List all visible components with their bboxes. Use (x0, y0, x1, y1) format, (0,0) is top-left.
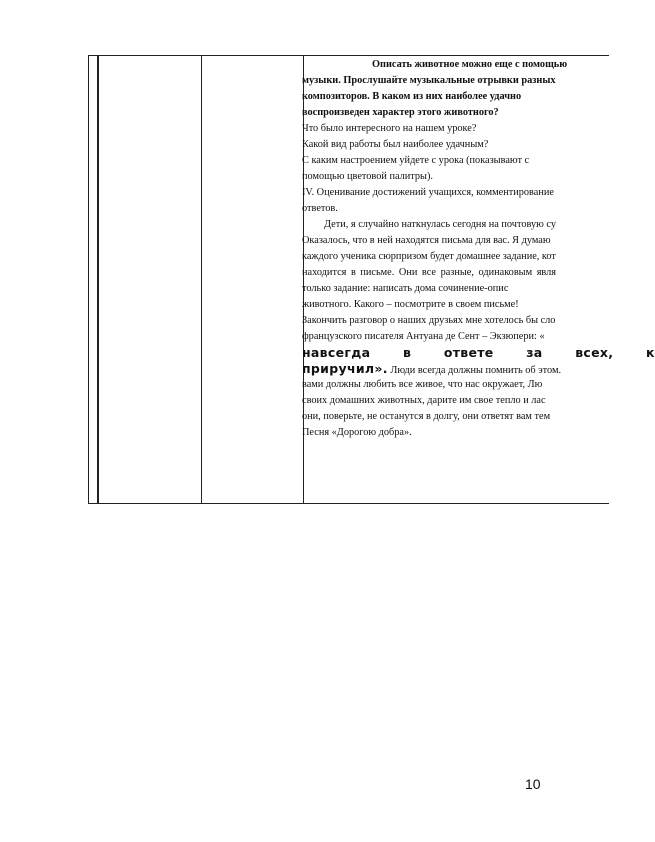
reflection-question: Что было интересного на нашем уроке? (302, 123, 477, 134)
lesson-content-cell (302, 57, 655, 441)
paragraph-line: животного. Какого – посмотрите в своем письме! (302, 299, 519, 310)
reflection-question: С каким настроением уйдете с урока (показывают с (302, 155, 530, 166)
reflection-question: помощью цветовой палитры). (302, 171, 433, 182)
paragraph-line: Оказалось, что в ней находятся письма для вас. Я думаю (302, 235, 551, 246)
quote-end: приручил». (302, 361, 388, 376)
song-line: Песня «Дорогою добра». (302, 427, 412, 438)
section-heading: IV. Оценивание достижений учащихся, комментирование (302, 187, 554, 198)
paragraph-line: только задание: написать дома сочинение-опис (302, 283, 509, 294)
paragraph-line: каждого ученика сюрпризом будет домашнее задание, кот (302, 251, 556, 262)
section-heading: ответов. (302, 203, 338, 214)
task-heading-line: Описать животное можно еще с помощью (372, 59, 568, 70)
paragraph-line: своих домашних животных, дарите им свое тепло и лас (302, 395, 546, 406)
paragraph-line: Дети, я случайно наткнулась сегодня на почтовую су (324, 219, 557, 230)
page-number: 10 (525, 776, 541, 792)
paragraph-line: вами должны любить все живое, что нас окружает, Лю (302, 379, 543, 390)
paragraph-line: французского писателя Антуана де Сент – Экзюпери: « (302, 331, 545, 342)
paragraph-line: они, поверьте, не останутся в долгу, они ответят вам тем (302, 411, 551, 422)
quote-line: навсегда в ответе за всех, к (302, 345, 655, 360)
task-heading-line: воспроизведен характер этого животного? (302, 107, 499, 118)
column-divider (201, 56, 202, 503)
paragraph-line: находится в письме. Они все разные, одинаковым явля (302, 267, 557, 278)
task-heading-line: музыки. Прослушайте музыкальные отрывки разных (302, 75, 556, 86)
column-divider (97, 56, 99, 503)
task-heading-line: композиторов. В каком из них наиболее удачно (302, 91, 522, 102)
paragraph-line: Закончить разговор о наших друзьях мне хотелось бы сло (302, 315, 556, 326)
paragraph-line: Люди всегда должны помнить об этом. (387, 365, 562, 376)
reflection-question: Какой вид работы был наиболее удачным? (302, 139, 489, 150)
